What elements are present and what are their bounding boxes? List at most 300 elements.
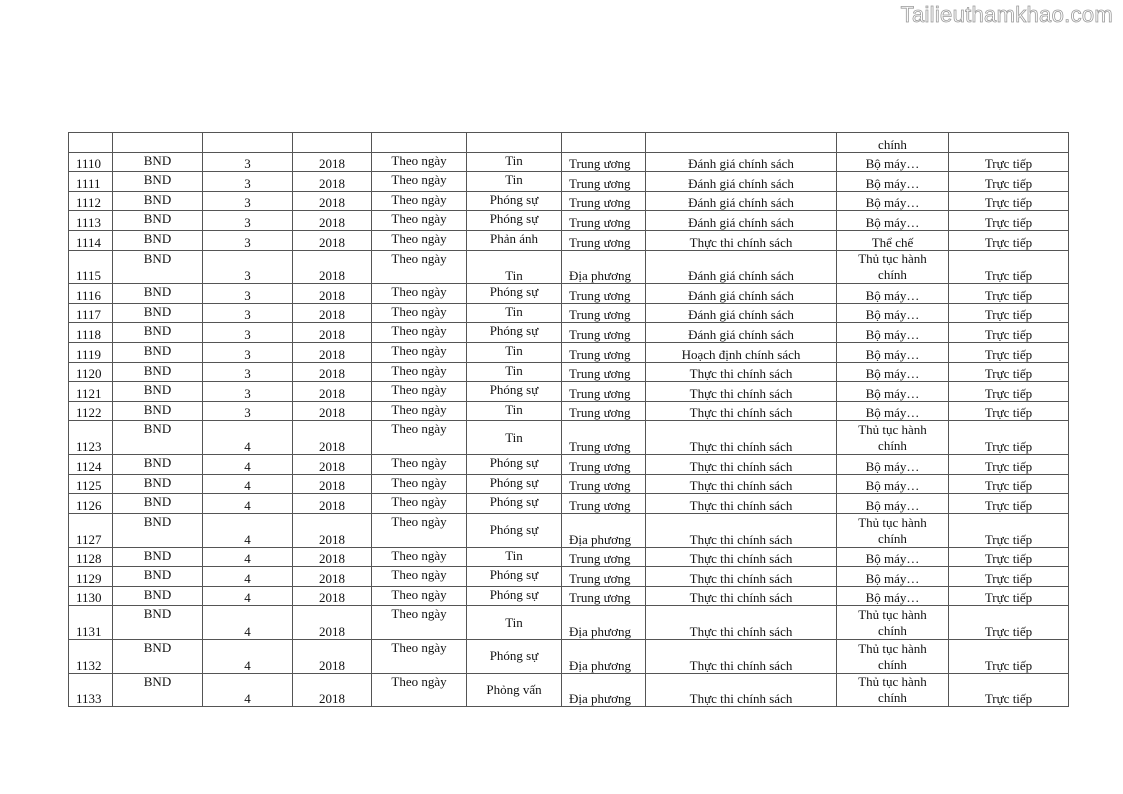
row-mode: Trực tiếp [984,624,1033,640]
table-row [69,586,1069,606]
cell-level [562,303,646,323]
data-table [68,132,1069,707]
cell-year [293,567,372,587]
row-id: 1130 [76,590,102,606]
cell-month [203,211,293,231]
cell-org [113,133,203,153]
cell-org [113,343,203,363]
cell-org [113,250,203,284]
row-id: 1122 [76,405,102,421]
row-genre: Phóng sự [489,284,539,300]
cell-org [113,284,203,304]
cell-id [69,303,113,323]
row-year: 2018 [319,385,345,401]
table-row [69,172,1069,192]
row-freq: Theo ngày [391,455,447,471]
cell-year [293,382,372,402]
row-subject-line2: chính [878,267,907,283]
row-subject-line2: chính [878,690,907,706]
row-subject: Bộ máy… [865,307,920,323]
cell-mode [949,382,1069,402]
cell-mode [949,211,1069,231]
row-id: 1110 [76,156,102,172]
cell-level [562,547,646,567]
cell-level [562,284,646,304]
cell-month [203,323,293,343]
row-topic: Thực thi chính sách [689,385,793,401]
row-freq: Theo ngày [391,343,447,359]
row-year: 2018 [319,156,345,172]
cell-topic [646,343,837,363]
row-freq: Theo ngày [391,152,447,168]
row-genre: Tin [505,547,523,563]
row-year: 2018 [319,327,345,343]
cell-freq [372,133,467,153]
cell-freq [372,455,467,475]
row-genre: Phóng sự [489,648,539,664]
cell-subject [837,513,949,547]
cell-org [113,152,203,172]
cell-freq [372,494,467,514]
cell-id [69,640,113,674]
row-mode: Trực tiếp [984,327,1033,343]
row-freq: Theo ngày [391,513,447,529]
cell-freq [372,640,467,674]
cell-genre [467,474,562,494]
watermark: Tailieuthamkhao.com [900,2,1113,27]
row-level: Trung ương [569,478,631,494]
row-genre: Tin [505,362,523,378]
row-org: BND [143,323,172,339]
row-subject: Bộ máy… [865,287,920,303]
cell-id [69,494,113,514]
cell-mode [949,455,1069,475]
cell-mode [949,284,1069,304]
row-mode: Trực tiếp [984,691,1033,707]
cell-year [293,513,372,547]
table-row [69,513,1069,547]
row-freq: Theo ngày [391,323,447,339]
row-topic: Đánh giá chính sách [688,287,794,303]
row-id: 1119 [76,346,102,362]
cell-genre [467,567,562,587]
row-topic: Thực thi chính sách [689,366,793,382]
row-org: BND [143,343,172,359]
row-month: 3 [244,268,251,284]
cell-freq [372,513,467,547]
row-level: Địa phương [569,657,631,673]
cell-subject [837,640,949,674]
cell-genre [467,133,562,153]
row-mode: Trực tiếp [984,439,1033,455]
row-subject [837,641,948,673]
row-id: 1117 [76,307,102,323]
row-mode: Trực tiếp [984,287,1033,303]
row-year: 2018 [319,570,345,586]
row-mode: Trực tiếp [984,551,1033,567]
row-subject: Bộ máy… [865,327,920,343]
cell-level [562,640,646,674]
cell-level [562,421,646,455]
cell-topic [646,547,837,567]
row-freq: Theo ngày [391,303,447,319]
row-genre: Tin [505,343,523,359]
row-topic: Đánh giá chính sách [688,268,794,284]
row-level: Trung ương [569,214,631,230]
row-subject: Bộ máy… [865,366,920,382]
cell-year [293,474,372,494]
row-subject: Bộ máy… [865,214,920,230]
row-level: Trung ương [569,570,631,586]
cell-topic [646,421,837,455]
cell-subject [837,284,949,304]
cell-level [562,211,646,231]
cell-subject [837,343,949,363]
row-year: 2018 [319,478,345,494]
table-row [69,191,1069,211]
cell-genre [467,673,562,707]
cell-org [113,211,203,231]
cell-year [293,172,372,192]
cell-year [293,606,372,640]
cell-mode [949,191,1069,211]
row-genre: Phóng sự [489,494,539,510]
row-org: BND [143,567,172,583]
row-topic: Đánh giá chính sách [688,156,794,172]
cell-mode [949,547,1069,567]
cell-level [562,586,646,606]
cell-id [69,382,113,402]
row-mode: Trực tiếp [984,234,1033,250]
cell-mode [949,362,1069,382]
cell-year [293,133,372,153]
row-year: 2018 [319,366,345,382]
cell-topic [646,401,837,421]
cell-id [69,172,113,192]
row-subject [837,674,948,706]
row-org: BND [143,586,172,602]
row-month: 4 [244,657,251,673]
cell-month [203,191,293,211]
row-genre: Phóng sự [489,323,539,339]
row-topic: Thực thi chính sách [689,551,793,567]
row-subject: Thể chế [871,234,914,250]
row-freq: Theo ngày [391,191,447,207]
cell-genre [467,586,562,606]
row-org: BND [143,640,172,656]
cell-mode [949,230,1069,250]
cell-subject [837,567,949,587]
row-id: 1118 [76,327,102,343]
cell-id [69,284,113,304]
row-level: Địa phương [569,691,631,707]
cell-month [203,640,293,674]
row-freq: Theo ngày [391,362,447,378]
table-row [69,230,1069,250]
row-month: 4 [244,590,251,606]
cell-level [562,191,646,211]
cell-level [562,250,646,284]
row-id: 1111 [76,175,101,191]
row-year: 2018 [319,458,345,474]
row-genre: Phóng sự [489,474,539,490]
cell-org [113,172,203,192]
cell-subject [837,152,949,172]
row-topic: Đánh giá chính sách [688,175,794,191]
cell-freq [372,343,467,363]
cell-id [69,673,113,707]
row-mode: Trực tiếp [984,385,1033,401]
row-level: Địa phương [569,624,631,640]
row-level: Trung ương [569,234,631,250]
row-id: 1116 [76,287,102,303]
row-year: 2018 [319,287,345,303]
cell-freq [372,382,467,402]
cell-level [562,513,646,547]
cell-year [293,323,372,343]
row-org: BND [143,172,172,188]
row-mode: Trực tiếp [984,195,1033,211]
table-row [69,474,1069,494]
cell-subject [837,673,949,707]
cell-mode [949,586,1069,606]
cell-topic [646,673,837,707]
cell-id [69,586,113,606]
row-subject [837,422,948,454]
cell-level [562,172,646,192]
cell-subject [837,191,949,211]
cell-org [113,382,203,402]
row-topic: Thực thi chính sách [689,590,793,606]
row-mode: Trực tiếp [984,346,1033,362]
cell-genre [467,455,562,475]
cell-mode [949,513,1069,547]
cell-genre [467,303,562,323]
cell-subject [837,421,949,455]
cell-topic [646,586,837,606]
cell-freq [372,606,467,640]
table-row [69,547,1069,567]
cell-subject [837,172,949,192]
row-topic: Thực thi chính sách [689,657,793,673]
row-level: Trung ương [569,497,631,513]
cell-genre [467,494,562,514]
row-id: 1133 [76,691,102,707]
row-org: BND [143,211,172,227]
cell-subject [837,133,949,153]
cell-mode [949,474,1069,494]
row-month: 3 [244,234,251,250]
row-freq: Theo ngày [391,172,447,188]
cell-year [293,401,372,421]
row-month: 3 [244,346,251,362]
cell-mode [949,567,1069,587]
row-mode: Trực tiếp [984,214,1033,230]
cell-month [203,401,293,421]
cell-subject [837,401,949,421]
row-freq: Theo ngày [391,567,447,583]
row-id: 1127 [76,531,102,547]
row-month: 4 [244,458,251,474]
cell-month [203,230,293,250]
table-row [69,421,1069,455]
table-row [69,606,1069,640]
row-subject [837,515,948,547]
row-id: 1123 [76,439,102,455]
row-month: 3 [244,385,251,401]
row-genre: Tin [505,303,523,319]
row-genre: Phóng sự [489,455,539,471]
cell-org [113,401,203,421]
cell-level [562,401,646,421]
row-level: Trung ương [569,346,631,362]
cell-freq [372,547,467,567]
cell-id [69,343,113,363]
row-subject [837,251,948,283]
row-subject: Bộ máy… [865,195,920,211]
row-year: 2018 [319,307,345,323]
cell-month [203,172,293,192]
row-subject: Bộ máy… [865,405,920,421]
row-freq: Theo ngày [391,211,447,227]
row-org: BND [143,152,172,168]
row-month: 4 [244,478,251,494]
cell-year [293,343,372,363]
cell-genre [467,172,562,192]
cell-subject [837,211,949,231]
cell-id [69,474,113,494]
cell-mode [949,303,1069,323]
row-topic: Thực thi chính sách [689,478,793,494]
cell-month [203,606,293,640]
cell-id [69,323,113,343]
cell-freq [372,586,467,606]
cell-freq [372,567,467,587]
row-freq: Theo ngày [391,586,447,602]
cell-genre [467,547,562,567]
row-level: Trung ương [569,307,631,323]
row-month: 3 [244,156,251,172]
row-subject-line1: Thủ tục hành [858,674,927,690]
cell-level [562,606,646,640]
row-mode: Trực tiếp [984,458,1033,474]
row-genre: Phỏng vấn [486,682,542,698]
cell-org [113,191,203,211]
table-row [69,401,1069,421]
row-year: 2018 [319,624,345,640]
cell-mode [949,172,1069,192]
row-month: 4 [244,497,251,513]
row-subject: Bộ máy… [865,175,920,191]
cell-freq [372,401,467,421]
row-year: 2018 [319,439,345,455]
cell-org [113,567,203,587]
row-org: BND [143,401,172,417]
row-id: 1121 [76,385,102,401]
cell-subject [837,250,949,284]
table-row [69,323,1069,343]
cell-freq [372,284,467,304]
cell-genre [467,323,562,343]
cell-subject [837,362,949,382]
row-genre: Tin [505,614,523,630]
table-row [69,673,1069,707]
row-topic: Thực thi chính sách [689,439,793,455]
cell-topic [646,172,837,192]
row-subject: Bộ máy… [865,478,920,494]
cell-genre [467,382,562,402]
cell-org [113,673,203,707]
row-freq: Theo ngày [391,382,447,398]
row-subject-line2: chính [878,623,907,639]
cell-topic [646,494,837,514]
cell-genre [467,640,562,674]
cell-id [69,606,113,640]
row-month: 3 [244,214,251,230]
cell-year [293,191,372,211]
row-level: Trung ương [569,327,631,343]
cell-mode [949,640,1069,674]
row-id: 1128 [76,551,102,567]
cell-level [562,230,646,250]
row-id: 1115 [76,268,102,284]
cell-year [293,421,372,455]
row-topic: Thực thi chính sách [689,624,793,640]
row-org: BND [143,382,172,398]
row-subject: Bộ máy… [865,590,920,606]
cell-month [203,250,293,284]
row-topic: Thực thi chính sách [689,497,793,513]
cell-genre [467,401,562,421]
row-level: Trung ương [569,175,631,191]
row-freq: Theo ngày [391,230,447,246]
row-topic: Đánh giá chính sách [688,214,794,230]
row-id: 1132 [76,657,102,673]
row-org: BND [143,455,172,471]
row-id: 1112 [76,195,102,211]
cell-genre [467,421,562,455]
row-mode: Trực tiếp [984,307,1033,323]
cell-genre [467,606,562,640]
row-genre: Phản ánh [489,230,539,246]
cell-freq [372,673,467,707]
row-id: 1126 [76,497,102,513]
row-year: 2018 [319,175,345,191]
cell-month [203,547,293,567]
row-id: 1120 [76,366,102,382]
row-genre: Phóng sự [489,211,539,227]
row-month: 4 [244,551,251,567]
cell-topic [646,250,837,284]
cell-level [562,323,646,343]
row-mode: Trực tiếp [984,478,1033,494]
cell-genre [467,211,562,231]
row-id: 1125 [76,478,102,494]
row-year: 2018 [319,551,345,567]
row-freq: Theo ngày [391,284,447,300]
row-subject: Bộ máy… [865,497,920,513]
row-year: 2018 [319,691,345,707]
row-mode: Trực tiếp [984,497,1033,513]
cell-year [293,250,372,284]
cell-topic [646,606,837,640]
row-subject-line1: Thủ tục hành [858,422,927,438]
cell-topic [646,191,837,211]
cell-month [203,586,293,606]
row-year: 2018 [319,657,345,673]
cell-subject [837,323,949,343]
cell-subject-text: chính [878,136,907,152]
